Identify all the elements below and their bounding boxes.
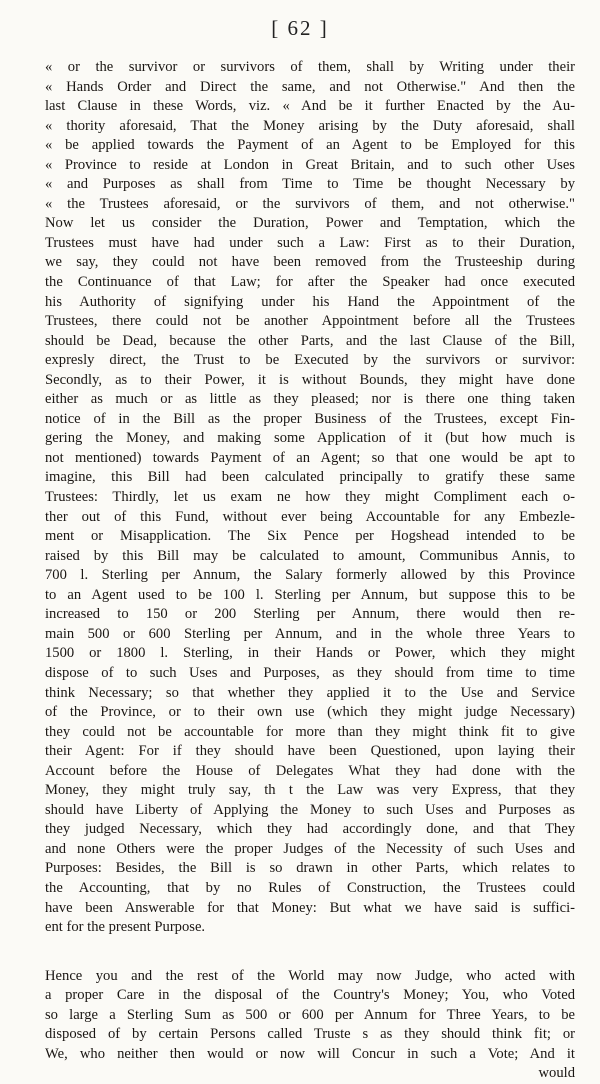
text-line: « the Trustees aforesaid, or the survivors of them, and not otherwise."	[45, 195, 575, 212]
text-line: ther out of this Fund, without ever being Accountable for any Embezle-	[45, 508, 575, 525]
text-line: they could not be accountable for more than they might think fit to give	[45, 723, 575, 740]
text-line: « and Purposes as shall from Time to Time be thought Necessary by	[45, 176, 575, 193]
paragraph-2	[45, 967, 575, 1065]
text-line: the Continuance of that Law; for after the Speaker had once executed	[45, 274, 575, 291]
text-line: « be applied towards the Payment of an Agent to be Employed for this	[45, 137, 575, 154]
text-line: either as much or as little as they pleased; nor is there one thing taken	[45, 391, 575, 408]
text-line: We, who neither then would or now will Concur in such a Vote; And it	[45, 1045, 575, 1062]
text-line: gering the Money, and making some Application of it (but how much is	[45, 430, 575, 447]
text-line: last Clause in these Words, viz. « And be it further Enacted by the Au-	[45, 98, 575, 115]
text-line: to an Agent used to be 100 l. Sterling per Annum, but suppose this to be	[45, 586, 575, 603]
text-line: a proper Care in the disposal of the Country's Money; You, who Voted	[45, 987, 575, 1004]
text-line: increased to 150 or 200 Sterling per Annum, there would then re-	[45, 606, 575, 623]
text-line: Hence you and the rest of the World may now Judge, who acted with	[45, 967, 575, 984]
text-line: 700 l. Sterling per Annum, the Salary formerly allowed by this Province	[45, 567, 575, 584]
text-line: « thority aforesaid, That the Money arising by the Duty aforesaid, shall	[45, 117, 575, 134]
text-line: Now let us consider the Duration, Power and Temptation, which the	[45, 215, 575, 232]
text-line: expresly direct, the Trust to be Executed by the survivors or survivor:	[45, 352, 575, 369]
text-line: Trustees, there could not be another Appointment before all the Trustees	[45, 313, 575, 330]
text-line: Secondly, as to their Power, it is without Bounds, they might have done	[45, 371, 575, 388]
text-line: disposed of by certain Persons called Truste s as they should think fit; or	[45, 1026, 575, 1043]
text-line: dispose of to such Uses and Purposes, as they should from time to time	[45, 664, 575, 681]
catchword: would	[538, 1065, 575, 1082]
text-line: have been Answerable for that Money: But what we have said is suffici-	[45, 899, 575, 916]
text-line: his Authority of signifying under his Hand the Appointment of the	[45, 293, 575, 310]
text-line: Trustees must have had under such a Law: First as to their Duration,	[45, 234, 575, 251]
text-line: they judged Necessary, which they had accordingly done, and that They	[45, 821, 575, 838]
text-line: of the Province, or to their own use (which they might judge Necessary)	[45, 704, 575, 721]
text-line: their Agent: For if they should have been Questioned, upon laying their	[45, 743, 575, 760]
text-line: main 500 or 600 Sterling per Annum, and in the whole three Years to	[45, 625, 575, 642]
text-line: ent for the present Purpose.	[45, 919, 206, 936]
paragraph-1	[45, 58, 575, 938]
text-line: « Province to reside at London in Great Britain, and to such other Uses	[45, 156, 575, 173]
text-line: not mentioned) towards Payment of an Agent; so that one would be apt to	[45, 449, 575, 466]
text-line: ment or Misapplication. The Six Pence per Hogshead intended to be	[45, 528, 575, 545]
text-line: think Necessary; so that whether they applied it to the Use and Service	[45, 684, 575, 701]
text-line: « or the survivor or survivors of them, shall by Writing under their	[45, 59, 575, 75]
text-line: should be Dead, because the other Parts, and the last Clause of the Bill,	[45, 332, 575, 349]
text-line: so large a Sterling Sum as 500 or 600 per Annum for Three Years, to be	[45, 1006, 575, 1023]
page-number: [ 62 ]	[271, 16, 329, 40]
text-line: Money, they might truly say, th t the Law was very Express, that they	[45, 782, 575, 799]
text-line: we say, they could not have been removed from the Trusteeship during	[45, 254, 575, 271]
text-line: should have Liberty of Applying the Money to such Uses and Purposes as	[45, 801, 575, 818]
text-line: 1500 or 1800 l. Sterling, in their Hands or Power, which they might	[45, 645, 575, 662]
text-line: and none Others were the proper Judges of the Necessity of such Uses and	[45, 840, 575, 857]
text-line: Purposes: Besides, the Bill is so drawn in other Parts, which relates to	[45, 860, 575, 877]
paragraph-gap	[45, 938, 575, 967]
text-line: Trustees: Thirdly, let us exam ne how they might Compliment each o-	[45, 489, 575, 506]
text-line: notice of in the Bill as the proper Business of the Trustees, except Fin-	[45, 410, 575, 427]
text-line: « Hands Order and Direct the same, and not Otherwise." And then the	[45, 78, 575, 95]
text-line: raised by this Bill may be calculated to amount, Communibus Annis, to	[45, 547, 575, 564]
text-line: imagine, this Bill had been calculated principally to gratify these same	[45, 469, 575, 486]
text-line: the Accounting, that by no Rules of Construction, the Trustees could	[45, 879, 575, 896]
text-line: Account before the House of Delegates What they had done with the	[45, 762, 575, 779]
body-text	[45, 58, 575, 1084]
